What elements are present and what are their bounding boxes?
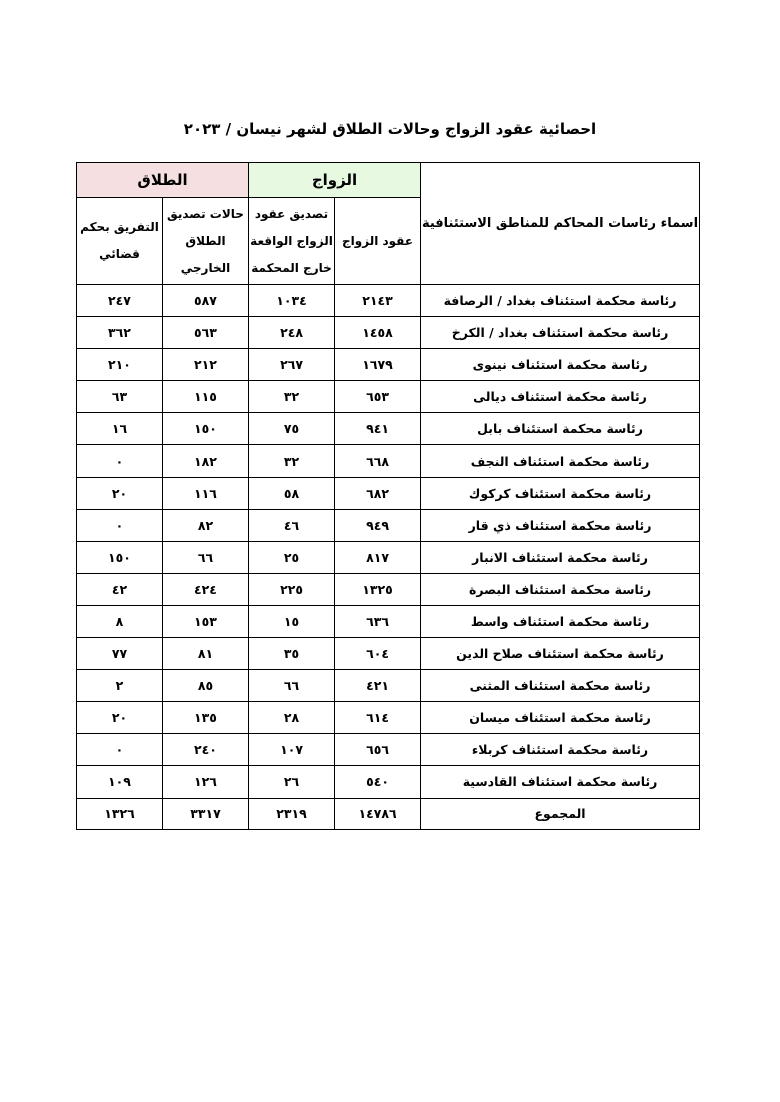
marriage-contracts-cell: ٦٥٣ bbox=[335, 381, 421, 413]
court-name-cell: رئاسة محكمة استئناف بابل bbox=[421, 413, 700, 445]
marriage-outside-court-cell: ١٠٣٤ bbox=[249, 285, 335, 317]
divorce-external-cell: ١٨٢ bbox=[163, 445, 249, 477]
court-name-cell: رئاسة محكمة استئناف ديالى bbox=[421, 381, 700, 413]
marriage-contracts-cell: ٥٤٠ bbox=[335, 766, 421, 798]
judicial-separation-cell: ٨ bbox=[77, 605, 163, 637]
table-row bbox=[77, 638, 700, 670]
judicial-separation-header: التفريق بحكم قضائي bbox=[77, 198, 163, 285]
marriage-contracts-header: عقود الزواج bbox=[335, 198, 421, 285]
divorce-external-cell: ١١٥ bbox=[163, 381, 249, 413]
total-judicial-separation-cell: ١٣٢٦ bbox=[77, 798, 163, 829]
divorce-external-cell: ٨٥ bbox=[163, 670, 249, 702]
marriage-contracts-cell: ٦٦٨ bbox=[335, 445, 421, 477]
divorce-external-cell: ٥٨٧ bbox=[163, 285, 249, 317]
court-name-cell: رئاسة محكمة استئناف البصرة bbox=[421, 573, 700, 605]
table-row bbox=[77, 317, 700, 349]
table-row bbox=[77, 509, 700, 541]
divorce-external-header: حالات تصديق الطلاق الخارجي bbox=[163, 198, 249, 285]
judicial-separation-cell: ٢١٠ bbox=[77, 349, 163, 381]
marriage-contracts-cell: ٦٥٦ bbox=[335, 734, 421, 766]
divorce-external-cell: ٤٢٤ bbox=[163, 573, 249, 605]
court-name-cell: رئاسة محكمة استئناف كركوك bbox=[421, 477, 700, 509]
judicial-separation-cell: ٠ bbox=[77, 734, 163, 766]
marriage-contracts-cell: ١٣٢٥ bbox=[335, 573, 421, 605]
marriage-outside-court-cell: ٢٥ bbox=[249, 541, 335, 573]
marriage-contracts-cell: ١٤٥٨ bbox=[335, 317, 421, 349]
marriage-outside-court-cell: ٣٢ bbox=[249, 445, 335, 477]
marriage-outside-court-cell: ٥٨ bbox=[249, 477, 335, 509]
marriage-group-header: الزواج bbox=[249, 163, 421, 198]
marriage-outside-court-cell: ٢٨ bbox=[249, 702, 335, 734]
judicial-separation-cell: ٦٣ bbox=[77, 381, 163, 413]
marriage-outside-court-cell: ٢٦ bbox=[249, 766, 335, 798]
statistics-table bbox=[76, 162, 700, 830]
court-names-header: اسماء رئاسات المحاكم للمناطق الاستئنافية bbox=[421, 163, 700, 285]
marriage-outside-court-cell: ٢٦٧ bbox=[249, 349, 335, 381]
table-row bbox=[77, 445, 700, 477]
court-name-cell: رئاسة محكمة استئناف النجف bbox=[421, 445, 700, 477]
court-name-cell: رئاسة محكمة استئناف ذي قار bbox=[421, 509, 700, 541]
judicial-separation-cell: ١٥٠ bbox=[77, 541, 163, 573]
marriage-contracts-cell: ٨١٧ bbox=[335, 541, 421, 573]
marriage-contracts-cell: ٦٠٤ bbox=[335, 638, 421, 670]
table-row bbox=[77, 349, 700, 381]
table-row bbox=[77, 734, 700, 766]
table-row bbox=[77, 605, 700, 637]
marriage-outside-court-cell: ٢٢٥ bbox=[249, 573, 335, 605]
divorce-external-cell: ١٥٠ bbox=[163, 413, 249, 445]
divorce-external-cell: ٢١٢ bbox=[163, 349, 249, 381]
marriage-outside-court-cell: ٤٦ bbox=[249, 509, 335, 541]
marriage-contracts-cell: ٢١٤٣ bbox=[335, 285, 421, 317]
divorce-external-cell: ٦٦ bbox=[163, 541, 249, 573]
marriage-outside-court-cell: ١٥ bbox=[249, 605, 335, 637]
divorce-external-cell: ٢٤٠ bbox=[163, 734, 249, 766]
judicial-separation-cell: ١٠٩ bbox=[77, 766, 163, 798]
divorce-external-cell: ١٥٣ bbox=[163, 605, 249, 637]
marriage-outside-court-cell: ٢٤٨ bbox=[249, 317, 335, 349]
marriage-outside-court-header: تصديق عقود الزواج الواقعة خارج المحكمة bbox=[249, 198, 335, 285]
marriage-contracts-cell: ٩٤٩ bbox=[335, 509, 421, 541]
marriage-contracts-cell: ٦٨٢ bbox=[335, 477, 421, 509]
court-name-cell: رئاسة محكمة استئناف بغداد / الرصافة bbox=[421, 285, 700, 317]
judicial-separation-cell: ٣٦٢ bbox=[77, 317, 163, 349]
table-row bbox=[77, 285, 700, 317]
court-name-cell: رئاسة محكمة استئناف كربلاء bbox=[421, 734, 700, 766]
table-row bbox=[77, 766, 700, 798]
marriage-contracts-cell: ٤٢١ bbox=[335, 670, 421, 702]
divorce-external-cell: ٨٢ bbox=[163, 509, 249, 541]
table-body bbox=[77, 285, 700, 830]
table-row bbox=[77, 477, 700, 509]
divorce-external-cell: ٨١ bbox=[163, 638, 249, 670]
court-name-cell: رئاسة محكمة استئناف ميسان bbox=[421, 702, 700, 734]
judicial-separation-cell: ٠ bbox=[77, 509, 163, 541]
divorce-external-cell: ٥٦٣ bbox=[163, 317, 249, 349]
judicial-separation-cell: ٢٤٧ bbox=[77, 285, 163, 317]
total-marriage-contracts-cell: ١٤٧٨٦ bbox=[335, 798, 421, 829]
page-title: احصائية عقود الزواج وحالات الطلاق لشهر نيسان / ٢٠٢٣ bbox=[183, 120, 597, 138]
judicial-separation-cell: ١٦ bbox=[77, 413, 163, 445]
judicial-separation-cell: ٢٠ bbox=[77, 702, 163, 734]
table-row bbox=[77, 573, 700, 605]
marriage-contracts-cell: ٦٣٦ bbox=[335, 605, 421, 637]
court-name-cell: رئاسة محكمة استئناف الانبار bbox=[421, 541, 700, 573]
divorce-group-header: الطلاق bbox=[77, 163, 249, 198]
total-divorce-external-cell: ٣٣١٧ bbox=[163, 798, 249, 829]
table-row bbox=[77, 541, 700, 573]
total-marriage-outside-court-cell: ٢٣١٩ bbox=[249, 798, 335, 829]
divorce-external-cell: ١٣٥ bbox=[163, 702, 249, 734]
judicial-separation-cell: ٧٧ bbox=[77, 638, 163, 670]
marriage-outside-court-cell: ٧٥ bbox=[249, 413, 335, 445]
table-row bbox=[77, 670, 700, 702]
divorce-external-cell: ١١٦ bbox=[163, 477, 249, 509]
judicial-separation-cell: ٠ bbox=[77, 445, 163, 477]
court-name-cell: رئاسة محكمة استئناف واسط bbox=[421, 605, 700, 637]
judicial-separation-cell: ٢٠ bbox=[77, 477, 163, 509]
table-row bbox=[77, 702, 700, 734]
marriage-contracts-cell: ٦١٤ bbox=[335, 702, 421, 734]
judicial-separation-cell: ٢ bbox=[77, 670, 163, 702]
court-name-cell: رئاسة محكمة استئناف نينوى bbox=[421, 349, 700, 381]
table-row bbox=[77, 381, 700, 413]
court-name-cell: رئاسة محكمة استئناف بغداد / الكرخ bbox=[421, 317, 700, 349]
table-row bbox=[77, 413, 700, 445]
court-name-cell: رئاسة محكمة استئناف القادسية bbox=[421, 766, 700, 798]
marriage-contracts-cell: ١٦٧٩ bbox=[335, 349, 421, 381]
court-name-cell: رئاسة محكمة استئناف المثنى bbox=[421, 670, 700, 702]
total-label-cell: المجموع bbox=[421, 798, 700, 829]
judicial-separation-cell: ٤٢ bbox=[77, 573, 163, 605]
court-name-cell: رئاسة محكمة استئناف صلاح الدين bbox=[421, 638, 700, 670]
marriage-outside-court-cell: ٣٢ bbox=[249, 381, 335, 413]
divorce-external-cell: ١٢٦ bbox=[163, 766, 249, 798]
total-row bbox=[77, 798, 700, 829]
marriage-outside-court-cell: ٦٦ bbox=[249, 670, 335, 702]
marriage-contracts-cell: ٩٤١ bbox=[335, 413, 421, 445]
marriage-outside-court-cell: ١٠٧ bbox=[249, 734, 335, 766]
marriage-outside-court-cell: ٣٥ bbox=[249, 638, 335, 670]
